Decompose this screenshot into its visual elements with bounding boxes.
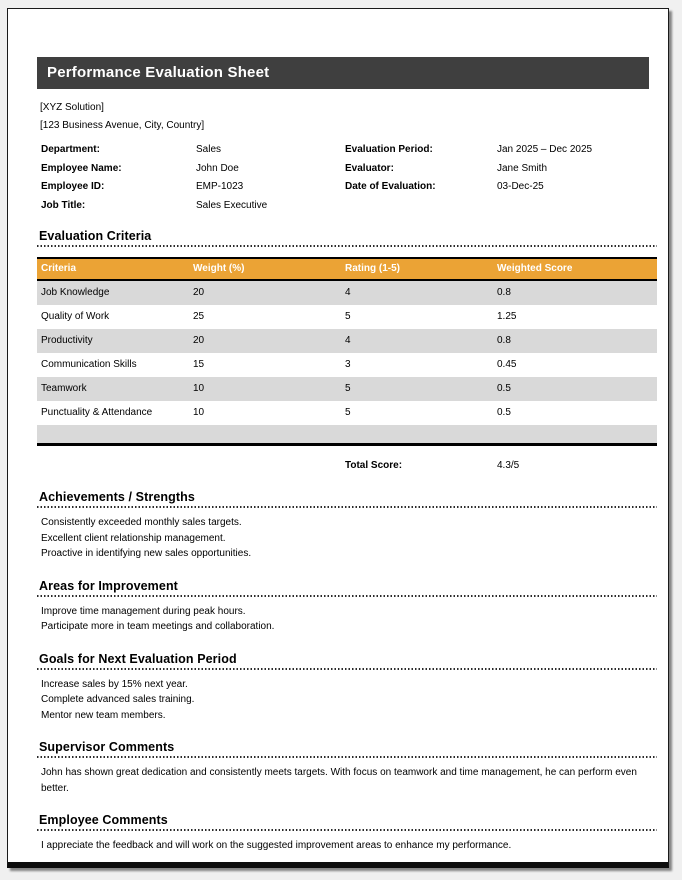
info-label: Date of Evaluation:: [345, 181, 436, 192]
table-cell: 0.45: [497, 359, 517, 370]
dotted-divider: [37, 668, 657, 670]
table-cell: Communication Skills: [41, 359, 137, 370]
total-score-row: [37, 459, 657, 473]
table-row: [37, 401, 657, 425]
dotted-divider: [37, 756, 657, 758]
evaluation-sheet-page: [7, 8, 669, 868]
text-line: John has shown great dedication and consistently meets targets. With focus on teamwork and time management, he can perform even better.: [41, 767, 637, 794]
table-row: [37, 377, 657, 401]
column-header: Criteria: [41, 263, 77, 274]
info-label: [341, 197, 493, 216]
table-cell: 20: [193, 287, 205, 298]
column-header: Weight (%): [193, 263, 245, 274]
company-address: [123 Business Avenue, City, Country]: [40, 120, 205, 131]
table-cell: 4: [345, 287, 351, 298]
table-cell: 5: [345, 407, 351, 418]
text-line: Proactive in identifying new sales opportunities.: [41, 548, 252, 559]
column-header: Weighted Score: [497, 263, 573, 274]
comment-section: [37, 740, 657, 796]
section-heading: Achievements / Strengths: [39, 490, 195, 504]
page-content: [37, 57, 657, 854]
text-line: Complete advanced sales training.: [41, 694, 195, 705]
table-cell: [189, 425, 341, 443]
comment-section: [37, 579, 657, 635]
table-cell: [341, 425, 493, 443]
section-body: [37, 765, 657, 796]
table-cell: 5: [345, 311, 351, 322]
table-cell: Punctuality & Attendance: [41, 407, 153, 418]
table-cell: Teamwork: [41, 383, 87, 394]
criteria-table-header-row: [37, 257, 657, 281]
info-value: John Doe: [196, 162, 239, 174]
info-value: Jan 2025 – Dec 2025: [497, 144, 593, 155]
total-score-label: Total Score:: [345, 460, 403, 471]
section-body: [37, 838, 657, 854]
text-line: I appreciate the feedback and will work on the suggested improvement areas to enhance my performance.: [41, 840, 512, 851]
comment-section: [37, 652, 657, 724]
section-body: [37, 677, 657, 724]
table-row: [37, 425, 657, 443]
page-title: Performance Evaluation Sheet: [37, 57, 649, 89]
table-cell: 3: [345, 359, 351, 370]
table-cell: 0.8: [497, 287, 511, 298]
info-label: Employee Name:: [41, 162, 122, 174]
comment-section: [37, 813, 657, 854]
criteria-section-heading: Evaluation Criteria: [39, 229, 152, 243]
info-label: Employee ID:: [41, 181, 105, 192]
table-cell: [37, 425, 189, 443]
table-cell: 4: [345, 335, 351, 346]
text-line: Consistently exceeded monthly sales targets.: [41, 517, 242, 528]
table-cell: 0.5: [497, 383, 511, 394]
text-line: Participate more in team meetings and collaboration.: [41, 621, 275, 632]
section-heading: Goals for Next Evaluation Period: [39, 651, 237, 666]
table-cell: Productivity: [41, 335, 93, 346]
table-cell: 0.5: [497, 407, 511, 418]
dotted-divider: [37, 829, 657, 831]
table-cell: 1.25: [497, 311, 517, 322]
company-block: [37, 99, 657, 135]
table-cell: 10: [193, 383, 205, 394]
info-label: Evaluator:: [345, 162, 394, 174]
company-name: [XYZ Solution]: [40, 102, 104, 113]
info-label: Job Title:: [41, 199, 86, 211]
table-cell: 15: [193, 359, 205, 370]
criteria-table: [37, 257, 657, 446]
table-cell: 25: [193, 311, 205, 322]
section-body: [37, 515, 657, 562]
comment-sections: [37, 490, 657, 854]
info-value: Jane Smith: [497, 162, 548, 174]
table-cell: 20: [193, 335, 205, 346]
section-heading: Supervisor Comments: [39, 740, 175, 754]
text-line: Improve time management during peak hours.: [41, 605, 246, 617]
table-cell: 10: [193, 407, 205, 418]
section-heading: Employee Comments: [39, 813, 168, 827]
dotted-divider: [37, 595, 657, 597]
info-value: 03-Dec-25: [497, 181, 544, 192]
section-heading: Areas for Improvement: [39, 578, 178, 593]
table-row: [37, 353, 657, 377]
dotted-divider: [37, 245, 657, 247]
info-value: [493, 197, 657, 216]
table-row: [37, 305, 657, 329]
table-cell: Job Knowledge: [41, 287, 110, 298]
table-row: [37, 329, 657, 353]
text-line: Increase sales by 15% next year.: [41, 678, 188, 690]
table-row: [37, 281, 657, 305]
table-cell: 0.8: [497, 335, 511, 346]
table-cell: Quality of Work: [41, 311, 110, 322]
info-label: Evaluation Period:: [345, 144, 433, 155]
info-value: Sales Executive: [196, 199, 268, 211]
table-cell: 5: [345, 383, 351, 394]
info-value: Sales: [196, 144, 222, 155]
info-value: EMP-1023: [196, 181, 244, 192]
info-label: Department:: [41, 144, 100, 155]
dotted-divider: [37, 506, 657, 508]
section-body: [37, 604, 657, 635]
column-header: Rating (1-5): [345, 263, 400, 274]
employee-info-grid: [37, 141, 657, 215]
comment-section: [37, 490, 657, 562]
text-line: Excellent client relationship management.: [41, 532, 226, 544]
table-cell: [493, 425, 657, 443]
total-score-value: 4.3/5: [497, 460, 520, 471]
text-line: Mentor new team members.: [41, 709, 166, 721]
